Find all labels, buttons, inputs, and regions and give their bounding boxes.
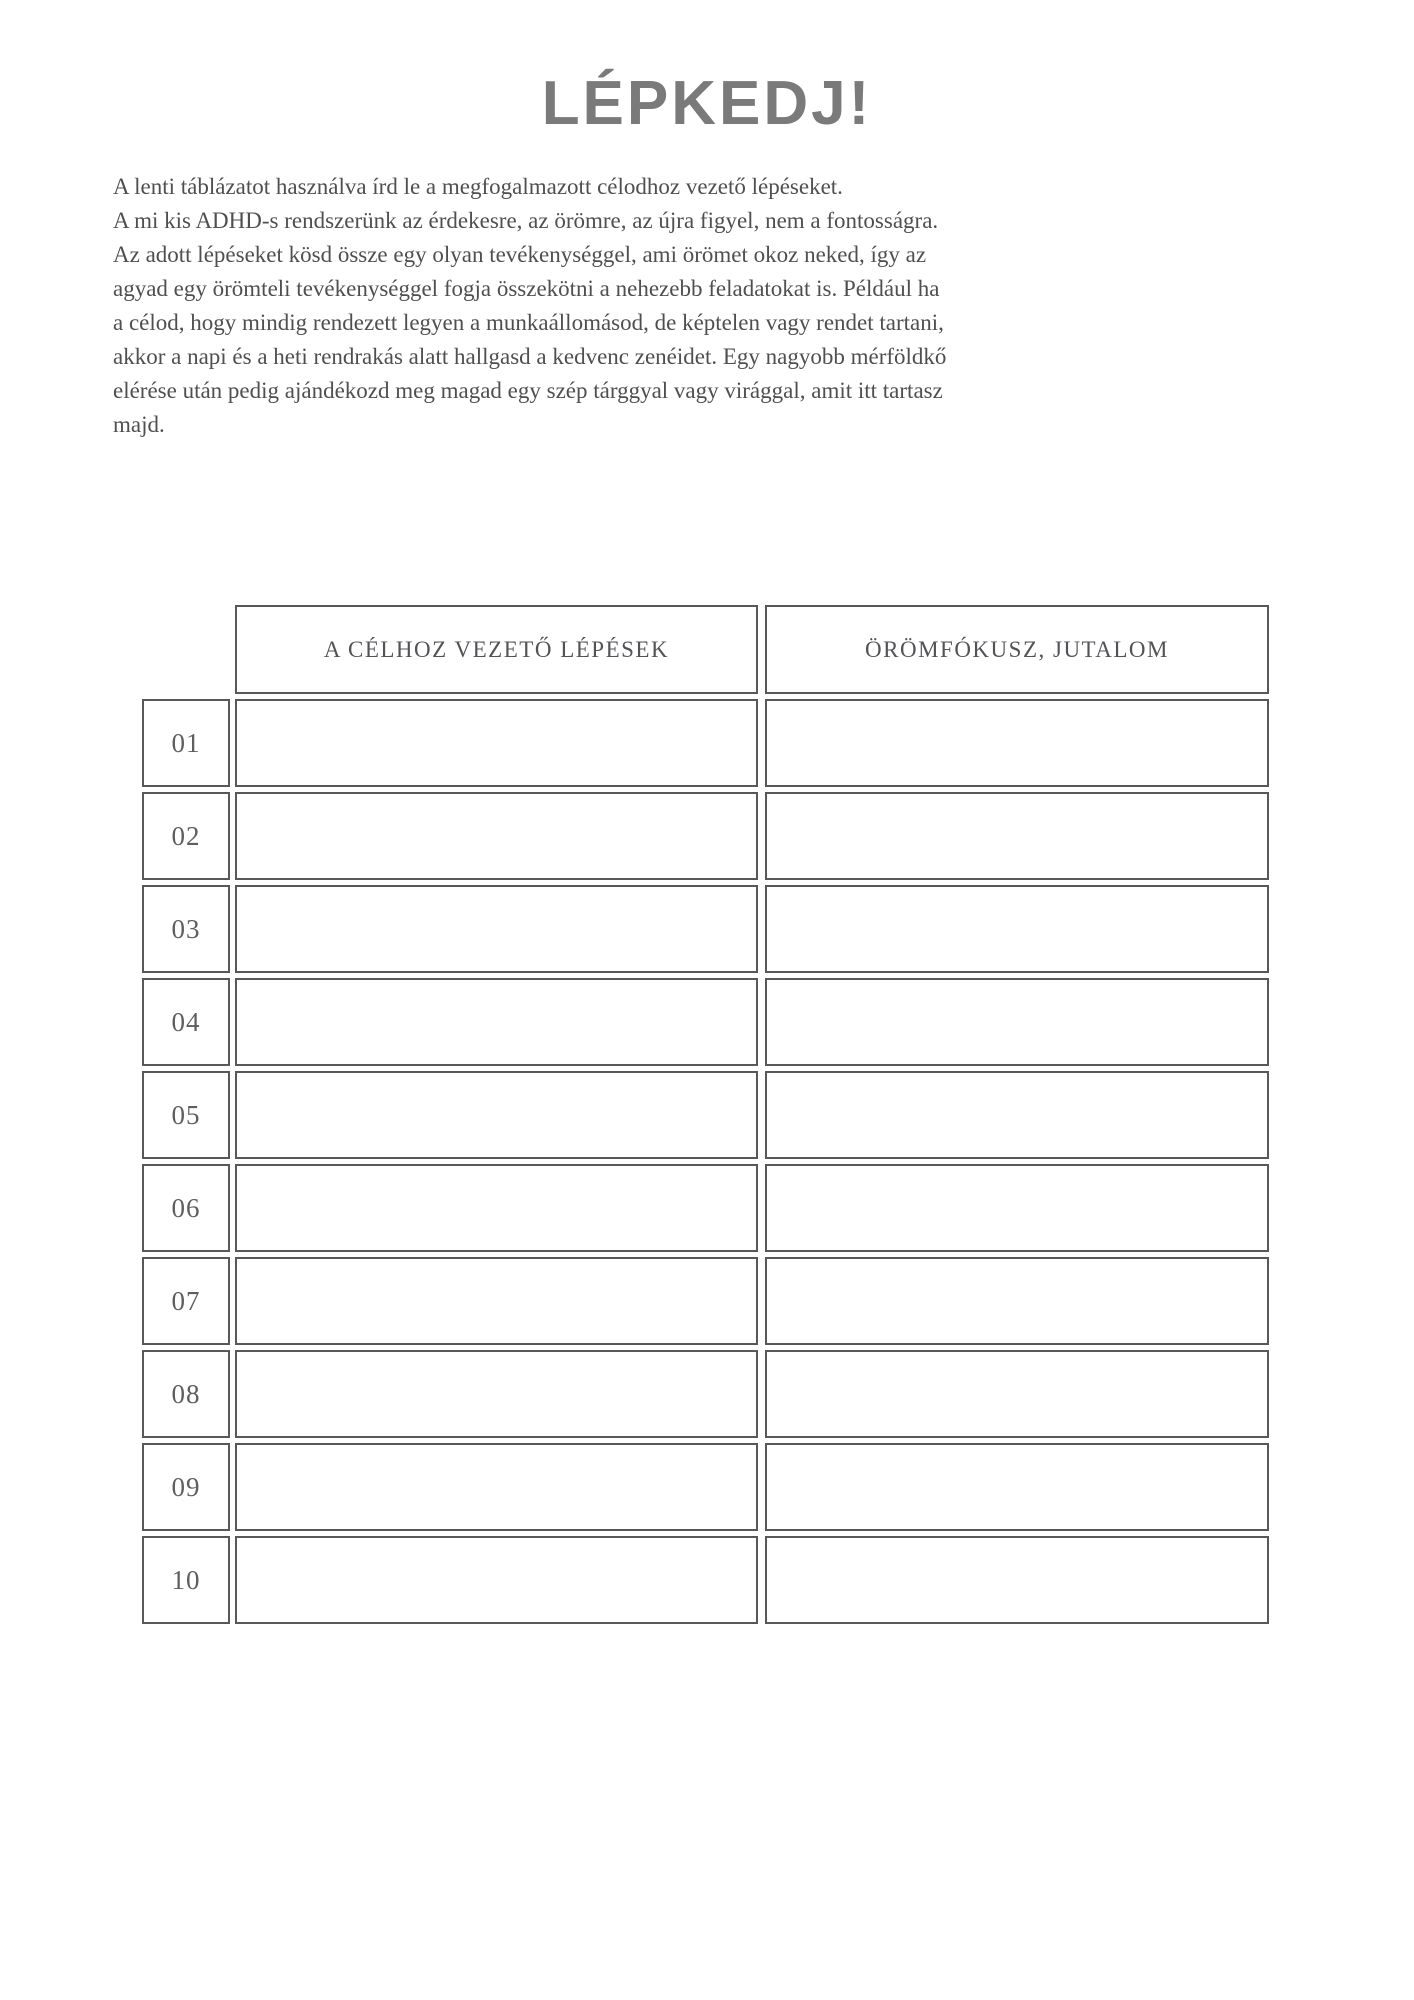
table-row (142, 699, 1269, 787)
table-row (142, 1443, 1269, 1531)
column-header-steps: A CÉLHOZ VEZETŐ LÉPÉSEK (235, 605, 758, 694)
column-header-reward: ÖRÖMFÓKUSZ, JUTALOM (765, 605, 1269, 694)
table-row (142, 792, 1269, 880)
intro-line: Az adott lépéseket kösd össze egy olyan tevékenységgel, ami örömet okoz neked, így az (113, 242, 927, 267)
intro-line: majd. (113, 412, 165, 437)
reward-input-cell[interactable] (765, 699, 1269, 787)
steps-input-cell[interactable] (235, 1536, 758, 1624)
reward-input-cell[interactable] (765, 1350, 1269, 1438)
row-number: 05 (142, 1071, 230, 1159)
steps-input-cell[interactable] (235, 792, 758, 880)
row-number: 04 (142, 978, 230, 1066)
table-row (142, 1350, 1269, 1438)
steps-table (142, 605, 1269, 1624)
header-spacer (142, 605, 230, 694)
intro-line: A mi kis ADHD-s rendszerünk az érdekesre, az örömre, az újra figyel, nem a fontosságra. (113, 208, 939, 233)
intro-line: A lenti táblázatot használva írd le a megfogalmazott célodhoz vezető lépéseket. (113, 174, 843, 199)
reward-input-cell[interactable] (765, 792, 1269, 880)
reward-input-cell[interactable] (765, 978, 1269, 1066)
reward-input-cell[interactable] (765, 885, 1269, 973)
table-row (142, 885, 1269, 973)
reward-input-cell[interactable] (765, 1257, 1269, 1345)
reward-input-cell[interactable] (765, 1071, 1269, 1159)
table-row (142, 1071, 1269, 1159)
table-header-row (142, 605, 1269, 694)
row-number: 09 (142, 1443, 230, 1531)
reward-input-cell[interactable] (765, 1443, 1269, 1531)
intro-paragraph (113, 170, 1303, 442)
row-number: 07 (142, 1257, 230, 1345)
row-number: 06 (142, 1164, 230, 1252)
intro-line: a célod, hogy mindig rendezett legyen a munkaállomásod, de képtelen vagy rendet tartani, (113, 310, 944, 335)
steps-input-cell[interactable] (235, 1350, 758, 1438)
intro-line: akkor a napi és a heti rendrakás alatt hallgasd a kedvenc zenéidet. Egy nagyobb mérföldkő (113, 344, 947, 369)
table-row (142, 1164, 1269, 1252)
steps-input-cell[interactable] (235, 699, 758, 787)
steps-input-cell[interactable] (235, 1071, 758, 1159)
steps-input-cell[interactable] (235, 885, 758, 973)
row-number: 03 (142, 885, 230, 973)
steps-input-cell[interactable] (235, 1164, 758, 1252)
row-number: 02 (142, 792, 230, 880)
table-row (142, 1536, 1269, 1624)
steps-input-cell[interactable] (235, 1257, 758, 1345)
row-number: 08 (142, 1350, 230, 1438)
reward-input-cell[interactable] (765, 1536, 1269, 1624)
steps-input-cell[interactable] (235, 978, 758, 1066)
table-row (142, 1257, 1269, 1345)
page-title: LÉPKEDJ! (541, 69, 873, 138)
steps-input-cell[interactable] (235, 1443, 758, 1531)
table-row (142, 978, 1269, 1066)
intro-line: elérése után pedig ajándékozd meg magad egy szép tárggyal vagy virággal, amit itt tartasz (113, 378, 943, 403)
reward-input-cell[interactable] (765, 1164, 1269, 1252)
row-number: 01 (142, 699, 230, 787)
intro-line: agyad egy örömteli tevékenységgel fogja összekötni a nehezebb feladatokat is. Például ha (113, 276, 940, 301)
row-number: 10 (142, 1536, 230, 1624)
